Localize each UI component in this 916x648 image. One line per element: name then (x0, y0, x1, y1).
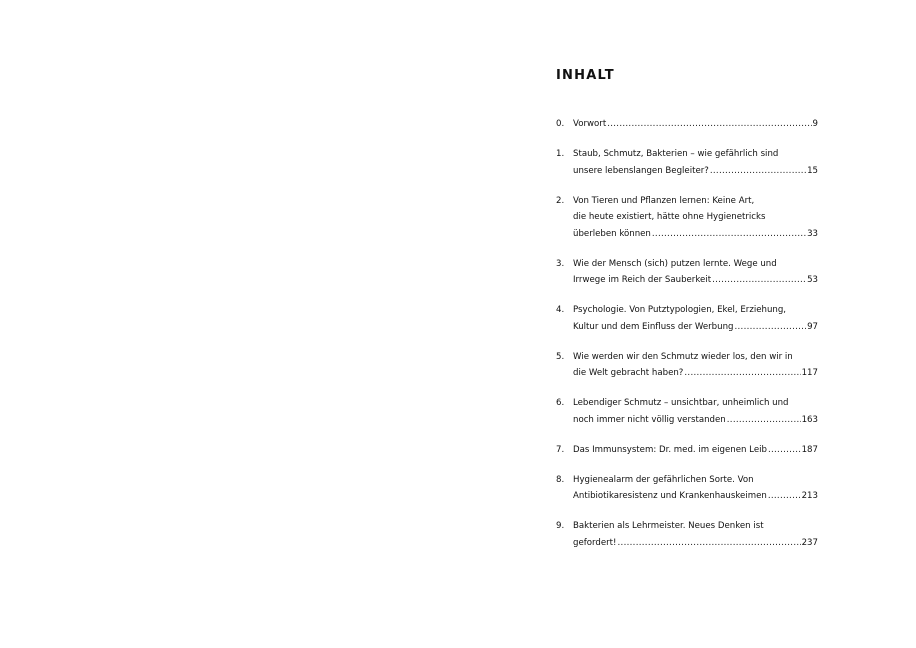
toc-entry (556, 349, 818, 382)
chapter-title-last-line (573, 412, 818, 429)
chapter-title-text: gefordert! (573, 537, 617, 548)
chapter-title-line: Bakterien als Lehrmeister. Neues Denken ist (573, 521, 764, 531)
dot-leader (710, 163, 806, 180)
dot-leader (618, 535, 801, 552)
page-number: 53 (807, 275, 818, 285)
chapter-title-text: Vorwort (573, 119, 607, 129)
chapter-number: 2. (556, 195, 565, 206)
chapter-title-last-line (573, 226, 818, 243)
dot-leader (712, 272, 806, 289)
table-of-contents (556, 116, 818, 565)
chapter-title-text: überleben können (573, 228, 651, 239)
chapter-title-text: Das Immunsystem: Dr. med. im eigenen Leib (573, 444, 767, 455)
chapter-number: 8. (556, 474, 565, 485)
page-number: 213 (801, 491, 818, 501)
toc-entry (556, 472, 818, 505)
chapter-number: 9. (556, 521, 565, 531)
chapter-title-line: Psychologie. Von Putztypologien, Ekel, Erziehung, (573, 305, 787, 315)
toc-entry (556, 116, 818, 133)
chapter-title-last-line (573, 319, 818, 336)
chapter-title-line: die heute existiert, hätte ohne Hygienetricks (573, 212, 766, 222)
chapter-title-block (573, 193, 818, 243)
chapter-title-last-line (573, 535, 818, 552)
page-number: 15 (807, 165, 818, 176)
dot-leader (768, 488, 801, 505)
page-number: 33 (807, 228, 818, 239)
chapter-title-line: Staub, Schmutz, Bakterien – wie gefährlich sind (573, 149, 779, 159)
page-number: 97 (807, 321, 818, 332)
chapter-title-text: unsere lebenslangen Begleiter? (573, 165, 709, 176)
toc-heading: INHALT (556, 68, 615, 83)
chapter-title-text: Irrwege im Reich der Sauberkeit (573, 275, 712, 285)
chapter-title-last-line (573, 365, 818, 382)
chapter-title-last-line (573, 116, 818, 133)
chapter-number: 1. (556, 149, 565, 159)
chapter-number: 0. (556, 119, 565, 129)
chapter-title-line: Von Tieren und Pflanzen lernen: Keine Art, (573, 195, 755, 206)
toc-entry (556, 442, 818, 459)
chapter-title-last-line (573, 442, 818, 459)
page-number: 187 (801, 444, 818, 455)
chapter-title-last-line (573, 488, 818, 505)
toc-entry (556, 518, 818, 551)
chapter-title-line: Wie der Mensch (sich) putzen lernte. Wege und (573, 258, 777, 269)
chapter-title-block (573, 349, 818, 382)
chapter-title-last-line (573, 163, 818, 180)
toc-entry (556, 256, 818, 289)
chapter-title-line: Lebendiger Schmutz – unsichtbar, unheimlich und (573, 398, 789, 408)
chapter-title-last-line (573, 272, 818, 289)
chapter-title-block (573, 116, 818, 133)
chapter-title-line: Hygienealarm der gefährlichen Sorte. Von (573, 474, 754, 485)
toc-entry (556, 302, 818, 335)
chapter-title-block (573, 442, 818, 459)
chapter-title-block (573, 302, 818, 335)
chapter-title-line: Wie werden wir den Schmutz wieder los, den wir in (573, 351, 793, 362)
chapter-title-text: die Welt gebracht haben? (573, 368, 684, 378)
chapter-title-block (573, 518, 818, 551)
toc-entry (556, 146, 818, 179)
chapter-number: 7. (556, 444, 565, 455)
page-number: 9 (812, 119, 818, 129)
toc-entry (556, 395, 818, 428)
page-number: 117 (801, 368, 818, 378)
chapter-number: 3. (556, 258, 565, 269)
chapter-number: 5. (556, 351, 565, 362)
chapter-title-text: noch immer nicht völlig verstanden (573, 414, 726, 425)
dot-leader (768, 442, 801, 459)
chapter-title-block (573, 395, 818, 428)
chapter-title-text: Antibiotikaresistenz und Krankenhauskeimen (573, 491, 767, 501)
dot-leader (734, 319, 806, 336)
toc-entry (556, 193, 818, 243)
page-number: 163 (801, 414, 818, 425)
chapter-title-block (573, 472, 818, 505)
dot-leader (652, 226, 806, 243)
chapter-title-block (573, 256, 818, 289)
chapter-title-block (573, 146, 818, 179)
chapter-title-text: Kultur und dem Einfluss der Werbung (573, 321, 734, 332)
dot-leader (684, 365, 800, 382)
dot-leader (727, 412, 801, 429)
chapter-number: 4. (556, 305, 565, 315)
dot-leader (607, 116, 811, 133)
chapter-number: 6. (556, 398, 565, 408)
page-number: 237 (801, 537, 818, 548)
